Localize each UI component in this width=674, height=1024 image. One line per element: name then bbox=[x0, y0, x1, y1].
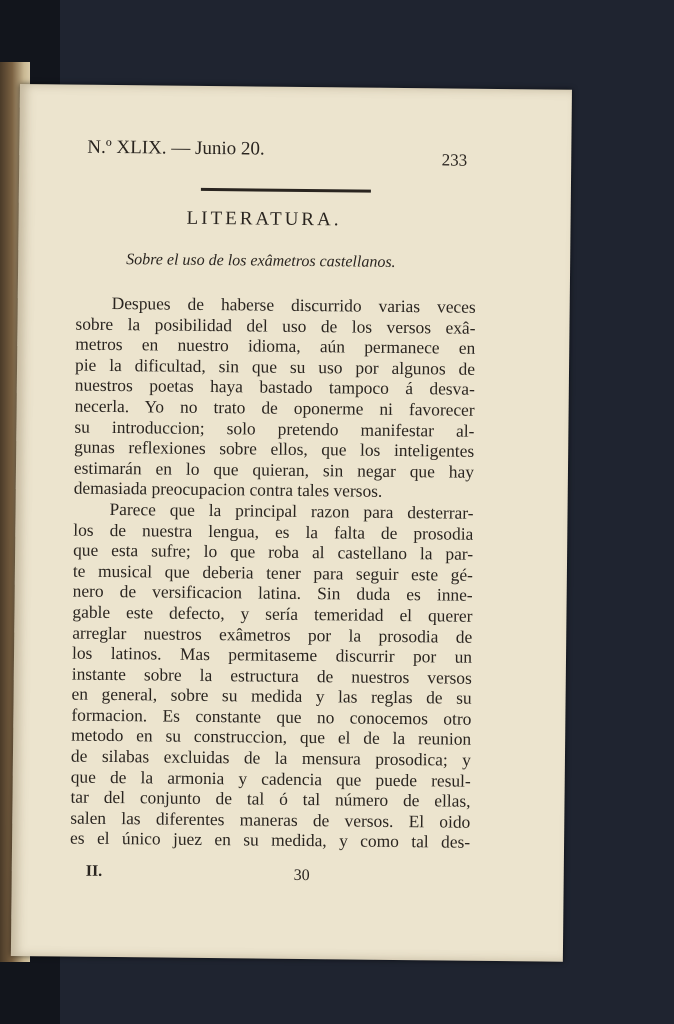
issue-header: N.º XLIX. — Junio 20. bbox=[87, 136, 265, 160]
text-line: los de nuestra lengua, es la falta de prosodia bbox=[73, 519, 474, 544]
signature-letter: II. bbox=[85, 862, 103, 880]
text-line: los latinos. Mas permitaseme discurrir por un bbox=[71, 642, 473, 667]
text-line: necerla. Yo no trato de oponerme ni favorecer bbox=[74, 395, 475, 420]
text-line: metros en nuestro idioma, aún permanece en bbox=[75, 333, 476, 358]
signature-number: 30 bbox=[293, 866, 310, 885]
paragraph-1 bbox=[74, 293, 476, 503]
text-line: arreglar nuestros exâmetros por la prosodia de bbox=[72, 622, 473, 647]
article-subtitle: Sobre el uso de los exâmetros castellanos. bbox=[126, 251, 396, 271]
text-line: Parece que la principal razon para desterrar- bbox=[109, 498, 474, 523]
text-line: tar del conjunto de tal ó tal número de ellas, bbox=[70, 786, 471, 812]
text-line: salen las diferentes maneras de versos. El oido bbox=[70, 807, 471, 832]
text-line: sobre la posibilidad del uso de los versos exâ- bbox=[75, 313, 476, 338]
text-line: en general, sobre su medida y las reglas de su bbox=[71, 683, 472, 709]
paragraph-2 bbox=[70, 499, 474, 853]
text-line: nero de versificacion latina. Sin duda es inne- bbox=[72, 580, 473, 606]
text-line: que esta sufre; lo que roba al castellano la par- bbox=[73, 539, 474, 564]
text-line: Despues de haberse discurrido varias veces bbox=[111, 292, 476, 317]
text-line: estimarán en lo que quieran, sin negar que hay bbox=[73, 457, 475, 482]
text-line: nuestros poetas haya bastado tampoco á desva- bbox=[74, 374, 475, 400]
text-line: formacion. Es constante que no conocemos otro bbox=[71, 704, 472, 729]
text-line: pie la dificultad, sin que su uso por algunos de bbox=[74, 354, 476, 379]
title-rule bbox=[201, 188, 371, 193]
book-page bbox=[11, 84, 572, 962]
text-line: gunas reflexiones sobre ellos, que los inteligentes bbox=[74, 436, 475, 461]
text-line: te musical que deberia tener para seguir este gé- bbox=[72, 560, 473, 585]
text-line: su introduccion; solo pretendo manifestar al- bbox=[74, 416, 475, 441]
text-line: que de la armonia y cadencia que puede resul- bbox=[70, 766, 471, 791]
text-line: metodo en su construccion, que el de la reunion bbox=[71, 725, 472, 750]
text-line: es el único juez en su medida, y como tal des- bbox=[70, 828, 471, 853]
section-title: LITERATURA. bbox=[186, 207, 342, 231]
page-number: 233 bbox=[441, 150, 468, 170]
text-line: gable este defecto, y sería temeridad el querer bbox=[72, 601, 473, 626]
text-line: instante sobre la estructura de nuestros versos bbox=[71, 663, 472, 688]
text-line: de silabas excluidas de la mensura prosodica; y bbox=[70, 745, 472, 770]
article-body bbox=[70, 293, 476, 853]
text-line: demasiada preocupacion contra tales versos. bbox=[73, 477, 383, 502]
